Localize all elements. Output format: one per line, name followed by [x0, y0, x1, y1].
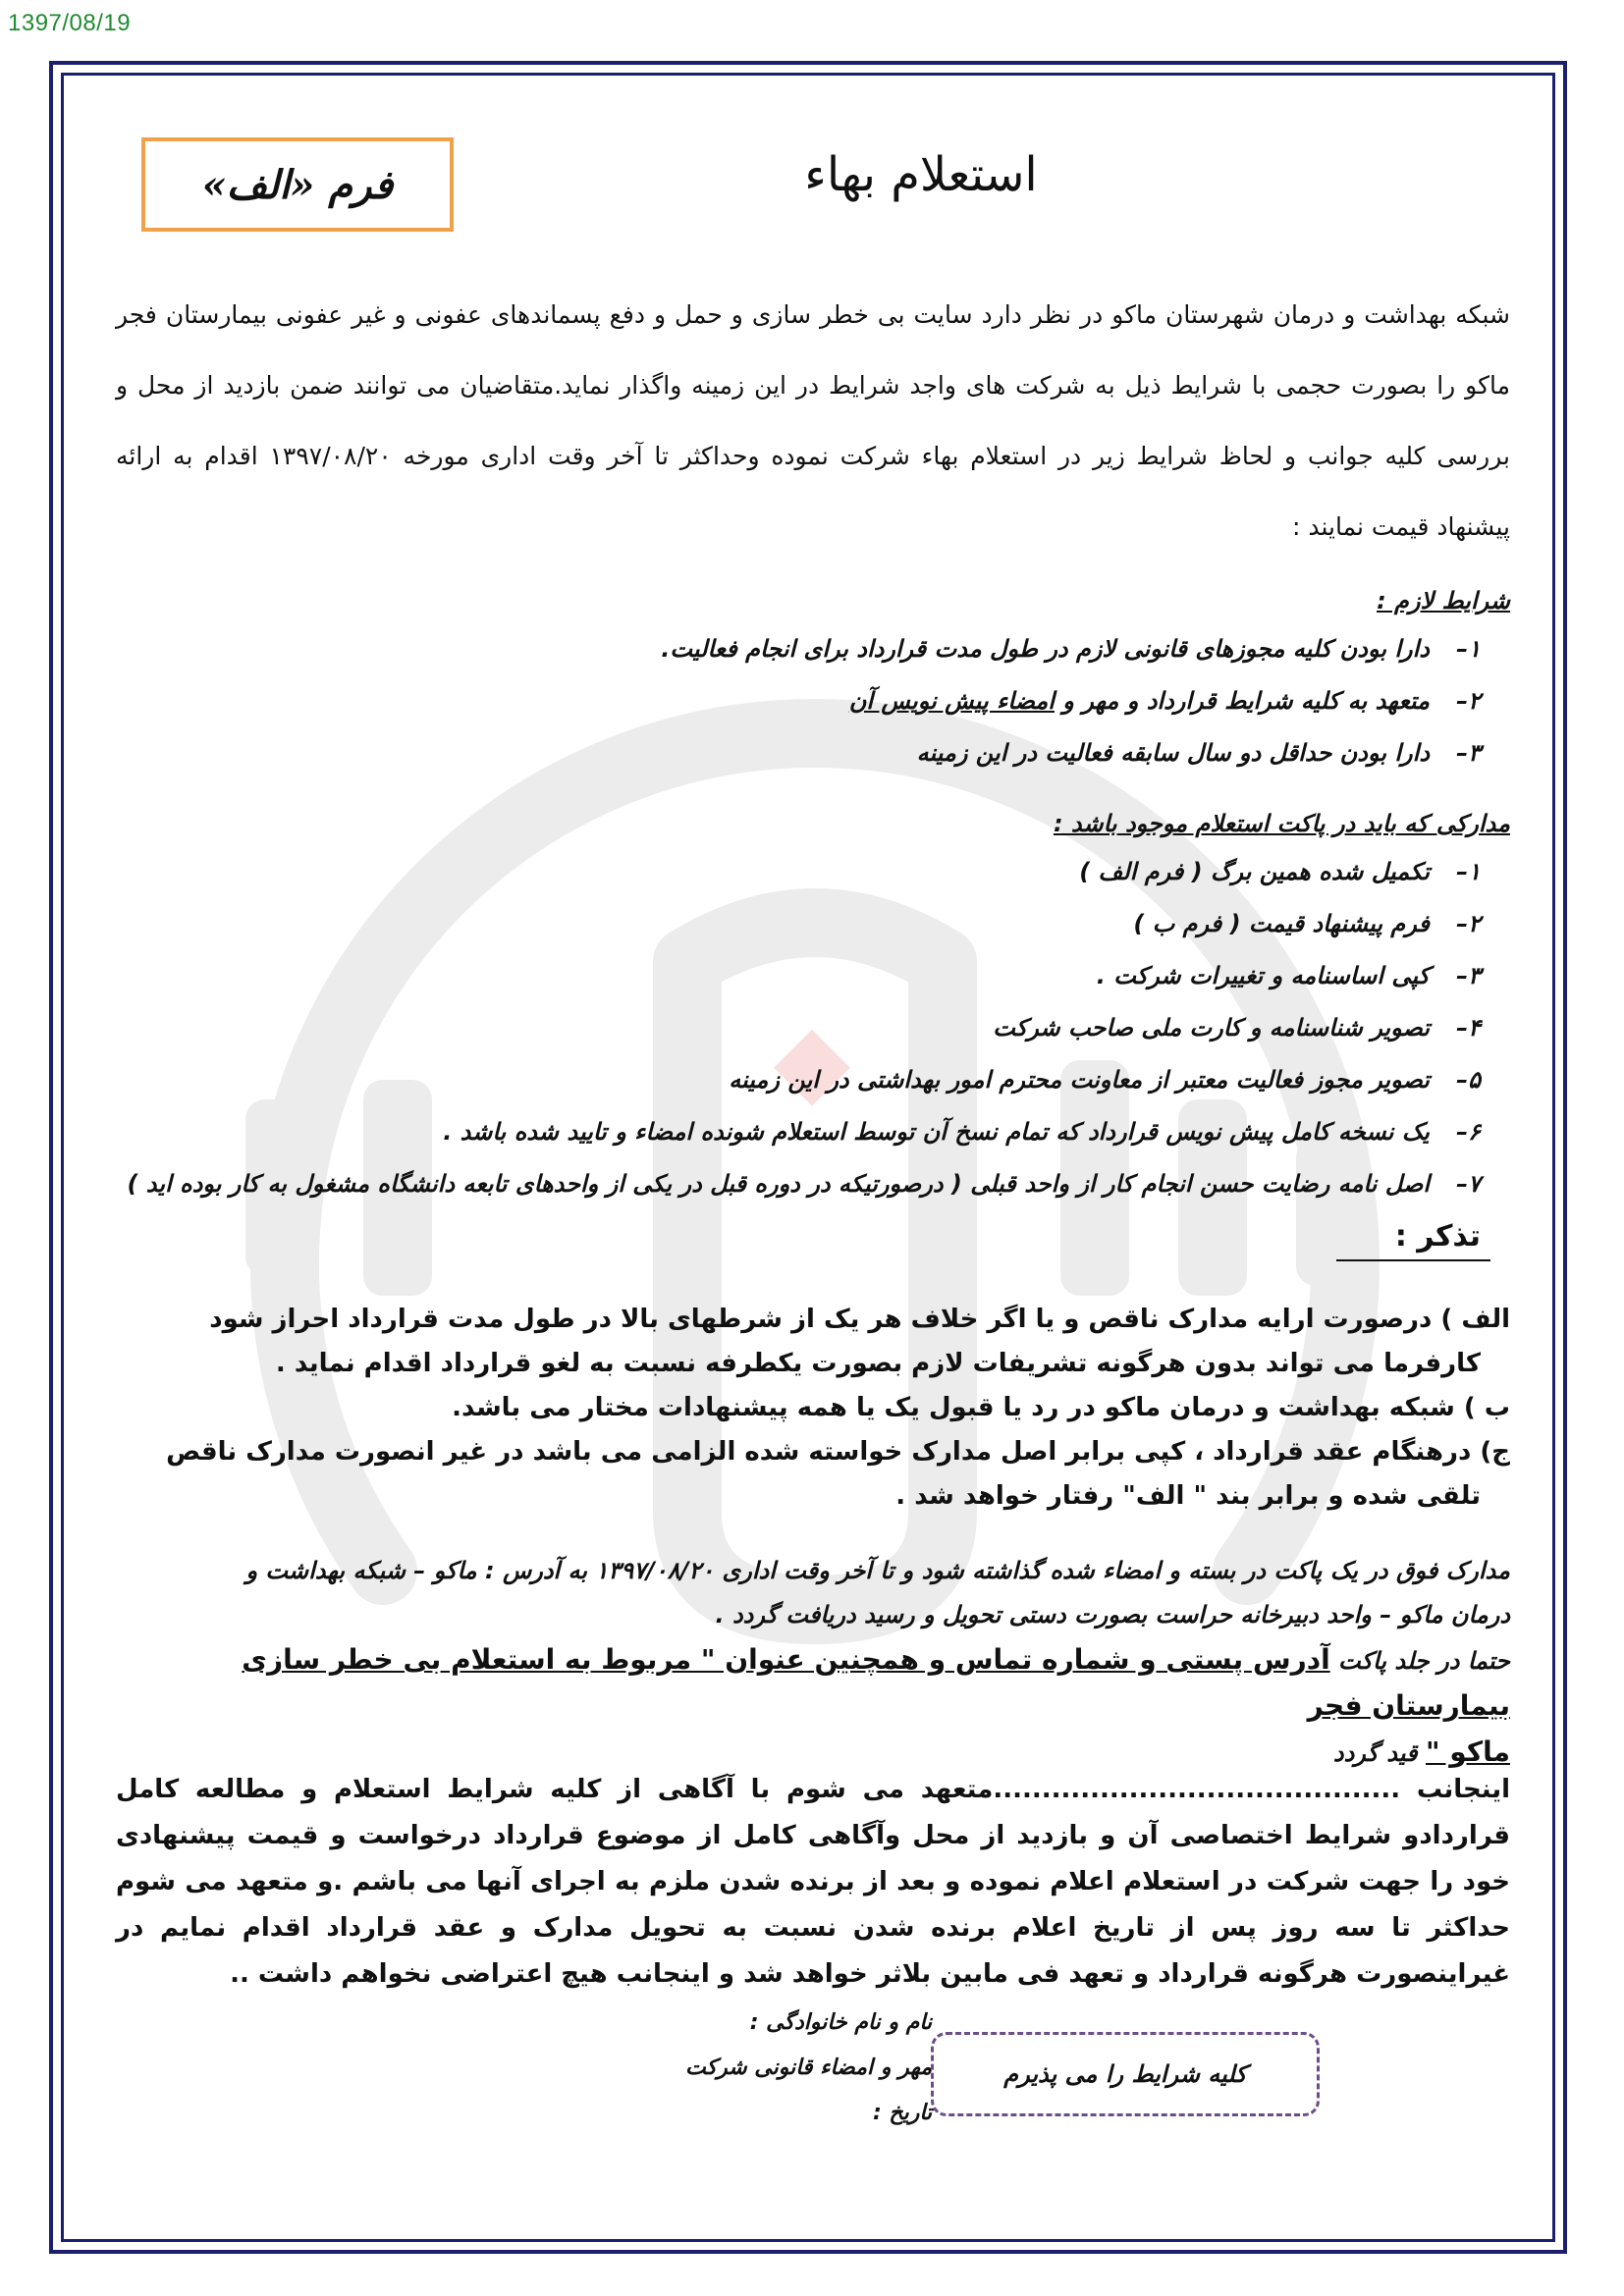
- list-item: [127, 1054, 1481, 1106]
- delivery-text: قید گردد: [1332, 1739, 1426, 1767]
- note-line: ب ) شبکه بهداشت و درمان ماکو در رد یا قبول یک یا همه پیشنهادات مختار می باشد.: [452, 1393, 1510, 1422]
- item-number: ۳–: [1456, 739, 1481, 767]
- intro-paragraph: شبکه بهداشت و درمان شهرستان ماکو در نظر دارد سایت بی خطر سازی و حمل و دفع پسماندهای عفونی و غیر عفونی بیمارستان فجر ماکو را بصورت حجمی با شرایط ذیل به شرکت های واجد شرایط در این زمینه واگذار نماید.متقاضیان می توانند ضمن بازدید از محل و بررسی کلیه جوانب و لحاظ شرایط زیر در استعلام بهاء شرکت نموده وحداکثر تا آخر وقت اداری مورخه ۱۳۹۷/۰۸/۲۰ اقدام به ارائه پیشنهاد قیمت نمایند :: [116, 300, 1510, 541]
- item-text: اصل نامه رضایت حسن انجام کار از واحد قبلی ( درصورتیکه در دوره قبل در یکی از واحدهای تابعه دانشگاه مشغول به کار بوده اید ): [127, 1170, 1430, 1198]
- document-body: [116, 88, 1510, 2228]
- requirements-list: [661, 623, 1481, 779]
- item-number: ۳–: [1456, 962, 1481, 989]
- list-item: [661, 623, 1481, 675]
- list-item: [127, 1158, 1481, 1210]
- notes-block: [116, 1298, 1510, 1519]
- item-number: ۷–: [1456, 1170, 1481, 1198]
- delivery-line: مدارک فوق در یک پاکت در بسته و امضاء شده گذاشته شود و تا آخر وقت اداری ۱۳۹۷/۰۸/۲۰ به آدرس : ماکو – شبکه بهداشت و: [245, 1557, 1510, 1584]
- item-text: متعهد به کلیه شرایط قرارداد و مهر و: [1054, 687, 1430, 715]
- note-line: الف ) درصورت ارایه مدارک ناقص و یا اگر خلاف هر یک از شرطهای بالا در طول مدت قرارداد احراز شود: [209, 1305, 1510, 1334]
- notes-title: تذکر :: [1336, 1219, 1490, 1261]
- item-number: ۵–: [1456, 1066, 1481, 1094]
- delivery-text-underlined: آدرس پستی و شماره تماس و همچنین عنوان " مربوط به استعلام بی خطر سازی بیمارستان فجر: [242, 1643, 1510, 1722]
- item-number: ۶–: [1456, 1118, 1481, 1146]
- delivery-line: درمان ماکو – واحد دبیرخانه حراست بصورت دستی تحویل و رسید دریافت گردد .: [715, 1601, 1510, 1629]
- seal-label: مهر و امضاء قانونی شرکت: [685, 2056, 933, 2080]
- item-number: ۱–: [1456, 858, 1481, 885]
- item-text-underlined: امضاء پیش نویس آن: [848, 687, 1055, 715]
- list-item: [127, 846, 1481, 898]
- date-stamp: 1397/08/19: [8, 10, 132, 36]
- item-text: دارا بودن حداقل دو سال سابقه فعالیت در این زمینه: [916, 739, 1430, 767]
- documents-heading: مدارکی که باید در پاکت استعلام موجود باشد :: [1053, 810, 1510, 837]
- item-number: ۲–: [1456, 910, 1481, 937]
- item-text: تصویر شناسنامه و کارت ملی صاحب شرکت: [993, 1014, 1430, 1041]
- list-item: [127, 1002, 1481, 1054]
- item-text: تکمیل شده همین برگ ( فرم الف ): [1079, 858, 1430, 885]
- requirements-heading: شرایط لازم :: [1377, 587, 1510, 614]
- list-item: [661, 727, 1481, 779]
- item-text: یک نسخه کامل پیش نویس قرارداد که تمام نسخ آن توسط استعلام شونده امضاء و تایید شده باشد .: [443, 1118, 1430, 1146]
- date-label: تاریخ :: [872, 2101, 933, 2125]
- page-title: استعلام بهاء: [804, 147, 1038, 202]
- item-text: دارا بودن کلیه مجوزهای قانونی لازم در طول مدت قرارداد برای انجام فعالیت.: [661, 635, 1430, 663]
- note-line: تلقی شده و برابر بند " الف" رفتار خواهد شد .: [895, 1481, 1481, 1511]
- form-label: فرم «الف»: [201, 161, 394, 208]
- list-item: [127, 1106, 1481, 1158]
- item-text: کپی اساسنامه و تغییرات شرکت .: [1096, 962, 1430, 989]
- signature-labels: [685, 2001, 932, 2136]
- item-text: فرم پیشنهاد قیمت ( فرم ب ): [1133, 910, 1430, 937]
- name-label: نام و نام خانوادگی :: [749, 2010, 933, 2035]
- commitment-paragraph: اینجانب ..........................................متعهد می شوم با آگاهی از کلیه شرایط استعلام و مطالعه کامل قراردادو شرایط اختصاصی آن و بازدید از محل وآگاهی کامل از موضوع قرارداد درخواست و قیمت پیشنهادی خود را جهت شرکت در استعلام اعلام نموده و بعد از برنده شدن ملزم به اجرای آنها می باشم .و متعهد می شوم حداکثر تا سه روز پس از تاریخ اعلام برنده شدن نسبت به تحویل مدارک و عقد قرارداد اقدام نمایم در غیراینصورت هرگونه قرارداد و تعهد فی مابین بلاثر خواهد شد و اینجانب هیچ اعتراضی نخواهم داشت ..: [116, 1775, 1510, 1989]
- documents-list: [127, 846, 1481, 1210]
- item-number: ۱–: [1456, 635, 1481, 663]
- item-number: ۲–: [1456, 687, 1481, 715]
- delivery-text: حتما در جلد پاکت: [1329, 1647, 1510, 1675]
- item-number: ۴–: [1456, 1014, 1481, 1041]
- delivery-instructions: [116, 1549, 1510, 1776]
- note-line: کارفرما می تواند بدون هرگونه تشریفات لازم بصورت یکطرفه نسبت به لغو قرارداد اقدام نماید .: [275, 1349, 1481, 1378]
- note-line: ج) درهنگام عقد قرارداد ، کپی برابر اصل مدارک خواسته شده الزامی می باشد در غیر انصورت مدارک ناقص: [166, 1437, 1510, 1467]
- list-item: [127, 950, 1481, 1002]
- acceptance-box: [931, 2032, 1320, 2116]
- list-item: [661, 675, 1481, 727]
- list-item: [127, 898, 1481, 950]
- delivery-text-underlined: ماکو ": [1425, 1735, 1510, 1768]
- form-label-box: [141, 137, 454, 232]
- delivery-line: [116, 1637, 1510, 1730]
- item-text: تصویر مجوز فعالیت معتبر از معاونت محترم امور بهداشتی در این زمینه: [729, 1066, 1430, 1094]
- acceptance-text: کلیه شرایط را می پذیرم: [1003, 2060, 1247, 2088]
